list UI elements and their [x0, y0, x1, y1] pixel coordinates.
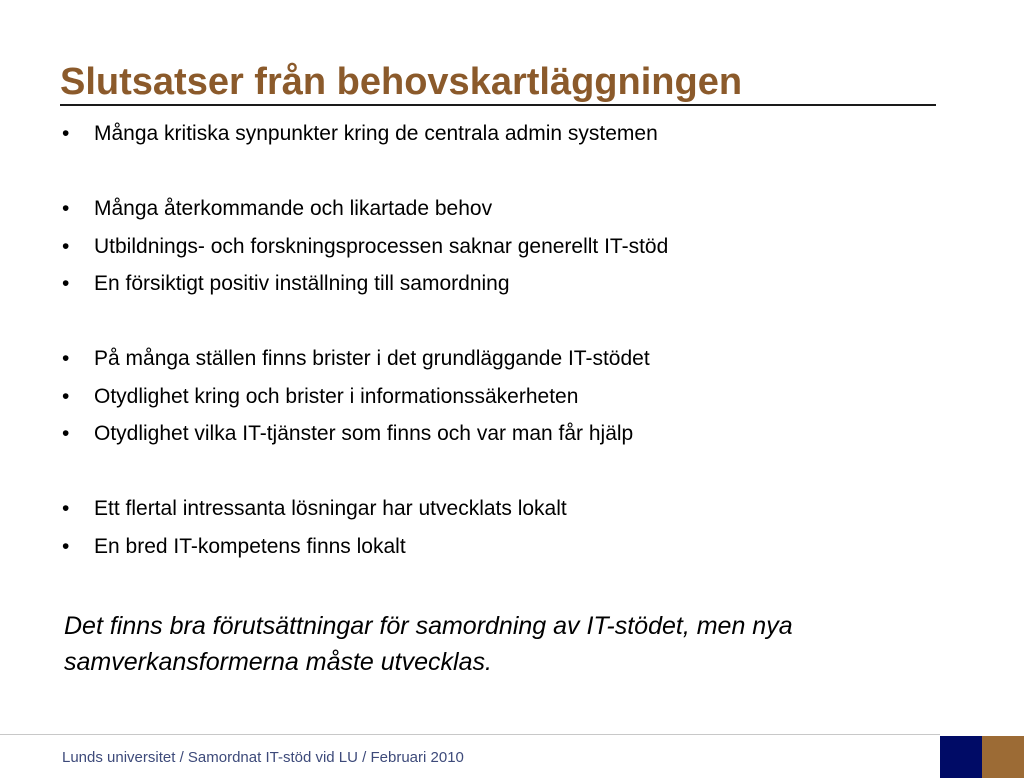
bullet-text: Otydlighet vilka IT-tjänster som finns och var man får hjälp: [94, 422, 634, 445]
bullet-dot-icon: •: [62, 234, 70, 258]
bullet-dot-icon: •: [62, 384, 70, 408]
bullet-dot-icon: •: [62, 534, 70, 558]
bullet-text: Utbildnings- och forskningsprocessen saknar generellt IT-stöd: [94, 234, 669, 258]
footer-brown-block: [982, 736, 1024, 778]
title-underline: [60, 104, 936, 106]
bullet-text: På många ställen finns brister i det grundläggande IT-stödet: [94, 347, 650, 370]
bullet-item: [62, 490, 942, 528]
footer-divider: [0, 734, 940, 735]
bullet-dot-icon: •: [62, 422, 70, 445]
bullet-list: [62, 115, 942, 565]
conclusion-text: Det finns bra förutsättningar för samordning av IT-stödet, men nya samverkansformerna måste utvecklas.: [64, 612, 793, 676]
slide-title: Slutsatser från behovskartläggningen: [60, 61, 743, 103]
group-spacer: [62, 153, 942, 191]
bullet-item: [62, 415, 942, 453]
bullet-text: En bred IT-kompetens finns lokalt: [94, 534, 406, 558]
bullet-dot-icon: •: [62, 122, 70, 145]
bullet-dot-icon: •: [62, 197, 70, 220]
bullet-item: [62, 265, 942, 303]
bullet-item: [62, 190, 942, 228]
footer-text: Lunds universitet / Samordnat IT-stöd vid LU / Februari 2010: [62, 749, 464, 766]
bullet-item: [62, 528, 942, 566]
bullet-text: Många kritiska synpunkter kring de centrala admin systemen: [94, 122, 658, 145]
bullet-item: [62, 378, 942, 416]
bullet-dot-icon: •: [62, 497, 70, 520]
bullet-text: En försiktigt positiv inställning till samordning: [94, 272, 510, 295]
bullet-item: [62, 115, 942, 153]
bullet-text: Otydlighet kring och brister i informationssäkerheten: [94, 384, 579, 408]
bullet-item: [62, 228, 942, 266]
group-spacer: [62, 303, 942, 341]
bullet-dot-icon: •: [62, 272, 70, 295]
bullet-dot-icon: •: [62, 347, 70, 370]
bullet-text: Många återkommande och likartade behov: [94, 197, 493, 220]
bullet-item: [62, 340, 942, 378]
bullet-text: Ett flertal intressanta lösningar har utvecklats lokalt: [94, 497, 567, 520]
group-spacer: [62, 453, 942, 491]
footer-navy-block: [940, 736, 982, 778]
